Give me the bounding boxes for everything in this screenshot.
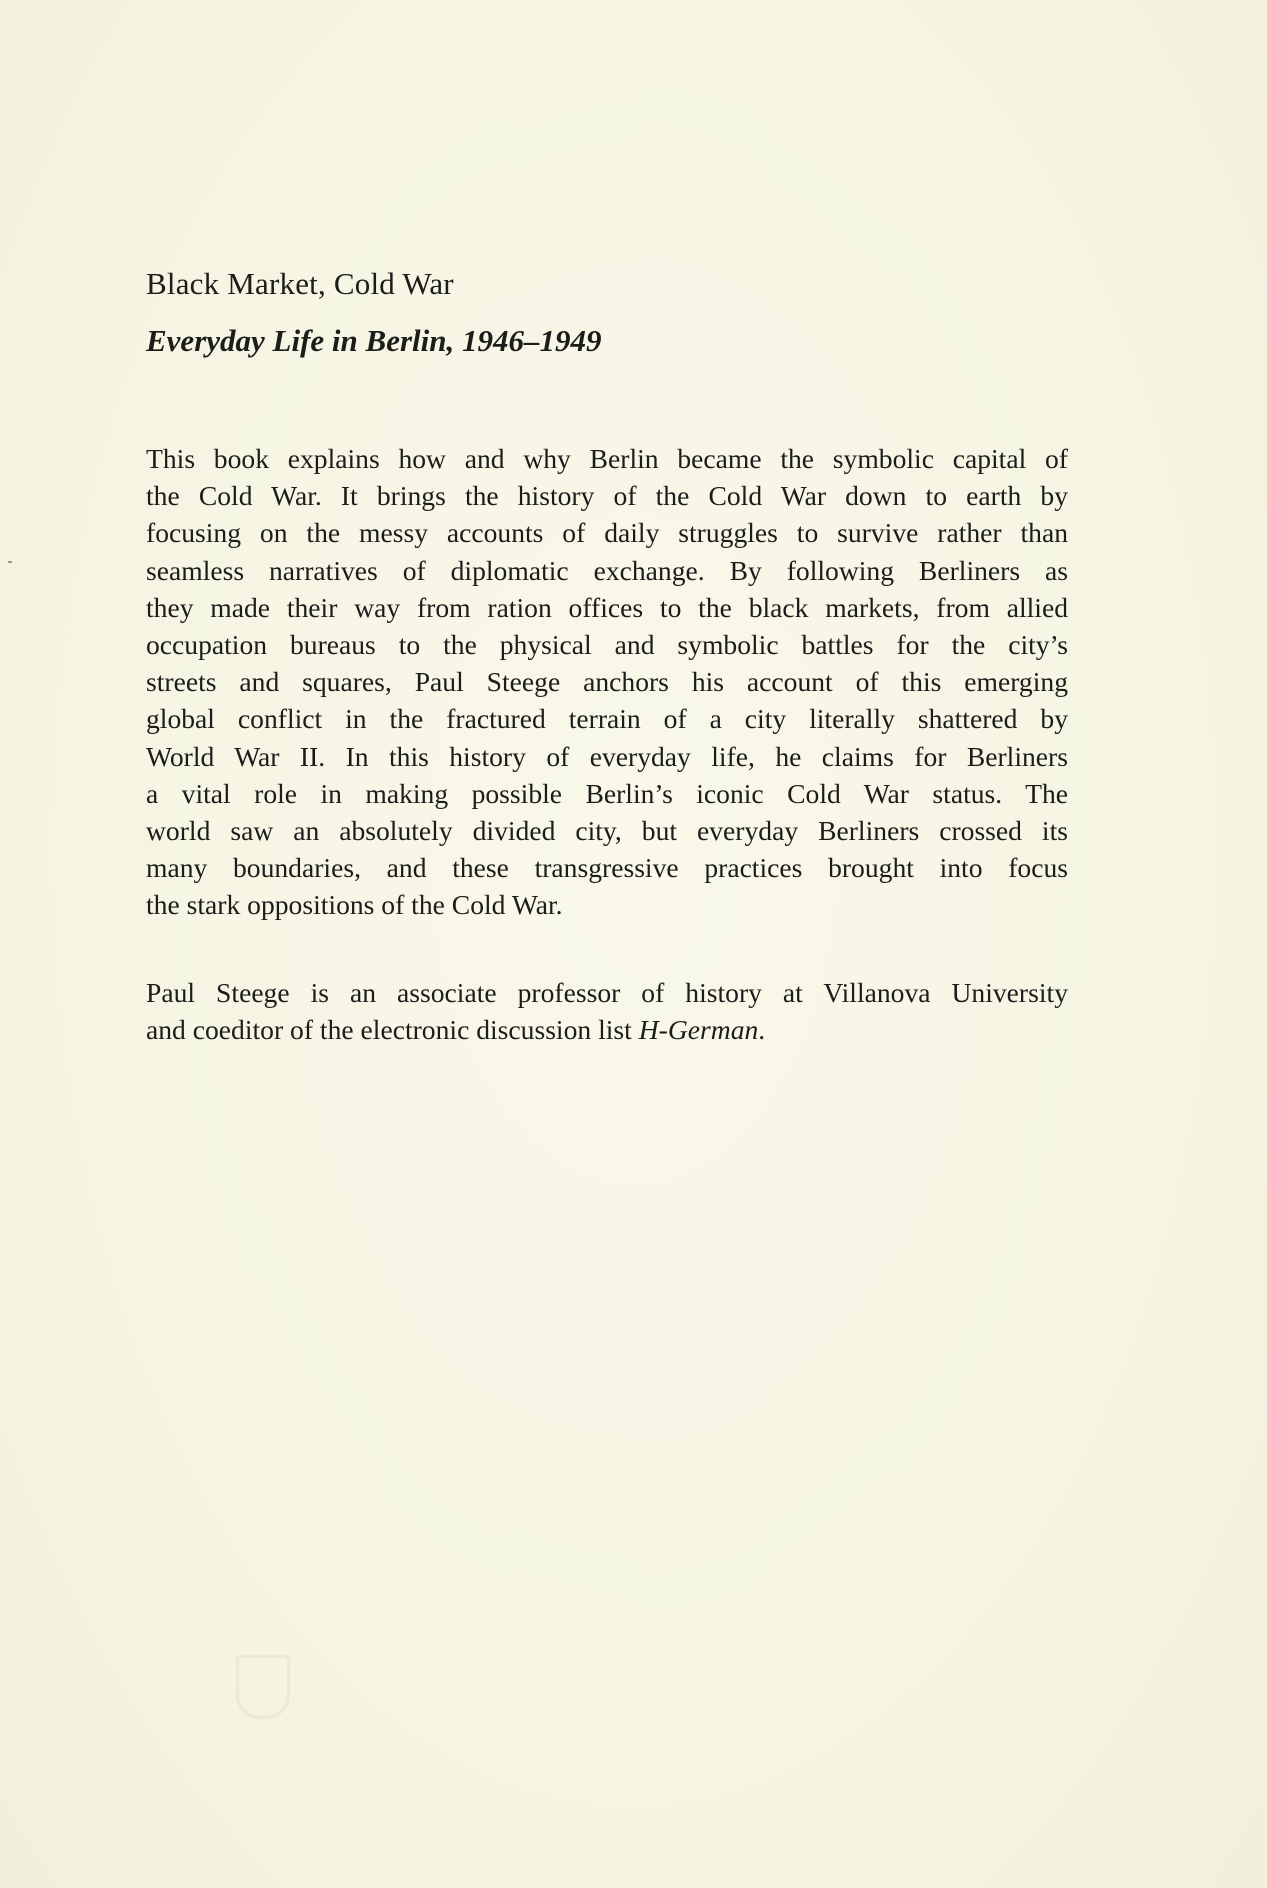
description-line: occupation bureaus to the physical and symbolic battles for the city’s (146, 629, 1068, 661)
description-line: seamless narratives of diplomatic exchange. By following Berliners as (146, 554, 1068, 586)
description-line: the stark oppositions of the Cold War. (146, 889, 563, 921)
author-bio-line: Paul Steege is an associate professor of history at Villanova University (146, 977, 1068, 1008)
author-bio-text: and coeditor of the electronic discussion list (146, 1014, 639, 1046)
description-line: streets and squares, Paul Steege anchors his account of this emerging (146, 666, 1068, 698)
description-line: global conflict in the fractured terrain of a city literally shattered by (146, 703, 1068, 735)
description-line: a vital role in making possible Berlin’s iconic Cold War status. The (146, 777, 1068, 809)
book-title: Black Market, Cold War (146, 266, 454, 301)
description-line: focusing on the messy accounts of daily struggles to survive rather than (146, 517, 1068, 549)
author-bio (146, 974, 1068, 1048)
author-bio-line (146, 1011, 1068, 1048)
description-line: the Cold War. It brings the history of the Cold War down to earth by (146, 480, 1068, 512)
description-line: This book explains how and why Berlin became the symbolic capital of (146, 443, 1068, 474)
description-line: many boundaries, and these transgressive practices brought into focus (146, 852, 1068, 884)
book-subtitle: Everyday Life in Berlin, 1946–1949 (146, 323, 602, 358)
author-bio-period: . (758, 1014, 766, 1046)
margin-speck (8, 561, 12, 563)
description-line: they made their way from ration offices to the black markets, from allied (146, 591, 1068, 623)
list-name: H-German (638, 1014, 759, 1046)
description-line: World War II. In this history of everyday life, he claims for Berliners (146, 740, 1068, 772)
show-through-crest (236, 1655, 290, 1719)
description-line: world saw an absolutely divided city, but everyday Berliners crossed its (146, 815, 1068, 847)
book-description (146, 440, 1068, 924)
